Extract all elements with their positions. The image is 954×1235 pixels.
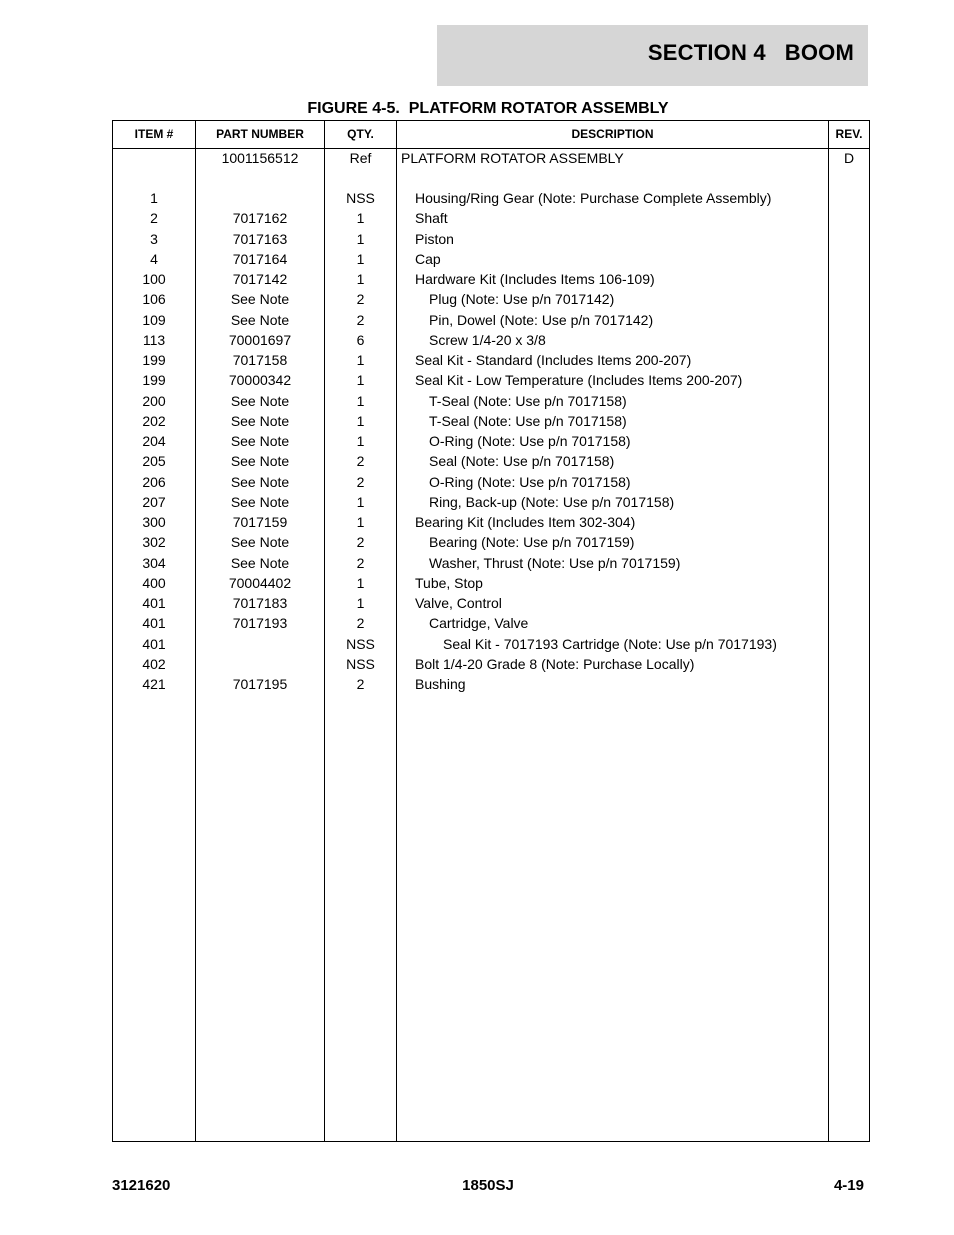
table-row [113,370,869,390]
item-number-cell: 1 [150,190,158,206]
table-row [113,249,869,269]
table-row [113,451,869,471]
table-row [113,654,869,674]
qty-cell: 1 [356,392,365,409]
table-row [113,350,869,370]
table-row [113,634,869,654]
item-number-cell: 3 [150,230,158,247]
part-number-cell: See Note [230,554,290,571]
item-number-cell: 200 [142,392,166,409]
qty-cell: 2 [356,291,365,308]
item-number-cell: 100 [142,271,166,287]
part-number-cell: 7017163 [232,230,288,247]
item-number-cell: 2 [150,210,158,227]
qty-cell: NSS [346,635,375,652]
table-row [113,674,869,694]
part-number-cell: See Note [230,493,290,510]
table-row [113,310,869,330]
part-number-cell: 7017142 [232,271,288,287]
footer-page-number: 4-19 [833,1177,864,1194]
table-row [113,269,869,289]
table-row [113,208,869,228]
part-number-cell: 7017193 [232,615,288,632]
section-header [437,25,868,86]
part-number-cell: See Note [230,534,290,551]
part-number-cell: See Note [230,453,290,470]
qty-cell: 2 [356,534,365,551]
part-number-cell: 7017183 [232,595,288,611]
description-cell: T-Seal (Note: Use p/n 7017158) [429,392,627,409]
description-cell: Bushing [415,676,466,692]
item-number-cell: 402 [142,655,166,672]
part-number-cell: 7017164 [232,250,288,267]
item-number-cell: 401 [142,635,166,652]
rev-cell: D [843,150,855,166]
column-header-description: DESCRIPTION [571,127,654,141]
qty-cell: 1 [356,250,365,267]
qty-cell: 1 [356,433,365,449]
item-number-cell: 421 [142,676,166,692]
part-number-cell: See Note [230,392,290,409]
part-number-cell: 7017158 [232,352,288,368]
part-number-cell: 70004402 [228,574,292,591]
table-row [113,553,869,573]
item-number-cell: 206 [142,473,166,490]
column-header-part-number: PART NUMBER [216,127,304,141]
table-row [113,229,869,249]
qty-cell: 2 [356,453,365,470]
description-cell: Bolt 1/4-20 Grade 8 (Note: Purchase Locally) [415,655,695,672]
part-number-cell: See Note [230,433,290,449]
part-number-cell: See Note [230,291,290,308]
part-number-cell: See Note [230,311,290,328]
part-number-cell: 70001697 [228,331,292,348]
description-cell: PLATFORM ROTATOR ASSEMBLY [401,150,624,166]
part-number-cell: 1001156512 [221,150,299,166]
table-row [113,593,869,613]
item-number-cell: 4 [150,250,158,267]
table-row [113,532,869,552]
part-number-cell: 7017195 [232,676,288,692]
qty-cell: 2 [356,615,365,632]
qty-cell: 1 [356,372,365,389]
description-cell: O-Ring (Note: Use p/n 7017158) [429,473,631,490]
item-number-cell: 205 [142,453,166,470]
item-number-cell: 202 [142,412,166,429]
qty-cell: NSS [346,655,375,672]
item-number-cell: 106 [142,291,166,308]
item-number-cell: 207 [142,493,166,510]
parts-table [112,120,870,1142]
description-cell: Plug (Note: Use p/n 7017142) [429,291,615,308]
description-cell: Valve, Control [415,595,502,611]
table-row [113,289,869,309]
item-number-cell: 199 [142,372,166,389]
qty-cell: 1 [356,230,365,247]
item-number-cell: 401 [142,595,166,611]
qty-cell: 1 [356,493,365,510]
description-cell: Pin, Dowel (Note: Use p/n 7017142) [429,311,654,328]
description-cell: Washer, Thrust (Note: Use p/n 7017159) [429,554,681,571]
item-number-cell: 199 [142,352,166,368]
qty-cell: 2 [356,473,365,490]
section-title: SECTION 4 BOOM [647,40,854,65]
description-cell: Cartridge, Valve [429,615,529,632]
description-cell: Seal (Note: Use p/n 7017158) [429,453,615,470]
table-row [113,613,869,633]
description-cell: Seal Kit - 7017193 Cartridge (Note: Use p/n 7017193) [443,635,777,652]
qty-cell: NSS [346,190,375,206]
description-cell: Bearing (Note: Use p/n 7017159) [429,534,635,551]
table-row [113,188,869,208]
description-cell: Seal Kit - Low Temperature (Includes Items 200-207) [415,372,743,389]
table-row [113,411,869,431]
part-number-cell: See Note [230,412,290,429]
figure-title: FIGURE 4-5. PLATFORM ROTATOR ASSEMBLY [307,100,669,117]
description-cell: Shaft [415,210,448,227]
qty-cell: 6 [356,331,365,348]
description-cell: Cap [415,250,441,267]
description-cell: O-Ring (Note: Use p/n 7017158) [429,433,631,449]
footer-model: 1850SJ [462,1177,514,1194]
description-cell: Tube, Stop [415,574,483,591]
table-row [113,492,869,512]
item-number-cell: 204 [142,433,166,449]
table-row [113,431,869,451]
column-header-qty: QTY. [347,127,374,141]
item-number-cell: 113 [142,331,166,348]
qty-cell: 1 [356,271,365,287]
item-number-cell: 304 [142,554,166,571]
qty-cell: 1 [356,210,365,227]
table-row [113,148,869,168]
item-number-cell: 401 [142,615,166,632]
description-cell: Housing/Ring Gear (Note: Purchase Complete Assembly) [415,190,772,206]
description-cell: Bearing Kit (Includes Item 302-304) [415,514,636,530]
part-number-cell: 7017159 [232,514,288,530]
part-number-cell: 7017162 [232,210,288,227]
part-number-cell: 70000342 [228,372,292,389]
table-row [113,330,869,350]
qty-cell: 1 [356,574,365,591]
description-cell: Screw 1/4-20 x 3/8 [429,331,546,348]
qty-cell: 2 [356,311,365,328]
description-cell: Seal Kit - Standard (Includes Items 200-207) [415,352,692,368]
qty-cell: 1 [356,514,365,530]
item-number-cell: 300 [142,514,166,530]
column-header-rev: REV. [835,127,863,141]
item-number-cell: 400 [142,574,166,591]
qty-cell: 2 [356,554,365,571]
table-row [113,472,869,492]
table-row [113,573,869,593]
qty-cell: 1 [356,352,365,368]
item-number-cell: 302 [142,534,166,551]
qty-cell: 1 [356,412,365,429]
column-header-item: ITEM # [134,127,174,141]
item-number-cell: 109 [142,311,166,328]
footer-doc-number: 3121620 [112,1177,171,1194]
qty-cell: 1 [356,595,365,611]
qty-cell: 2 [356,676,365,692]
table-row [113,391,869,411]
part-number-cell: See Note [230,473,290,490]
description-cell: Hardware Kit (Includes Items 106-109) [415,271,655,287]
description-cell: Piston [415,230,454,247]
description-cell: Ring, Back-up (Note: Use p/n 7017158) [429,493,675,510]
description-cell: T-Seal (Note: Use p/n 7017158) [429,412,627,429]
qty-cell: Ref [349,150,372,166]
table-row [113,512,869,532]
